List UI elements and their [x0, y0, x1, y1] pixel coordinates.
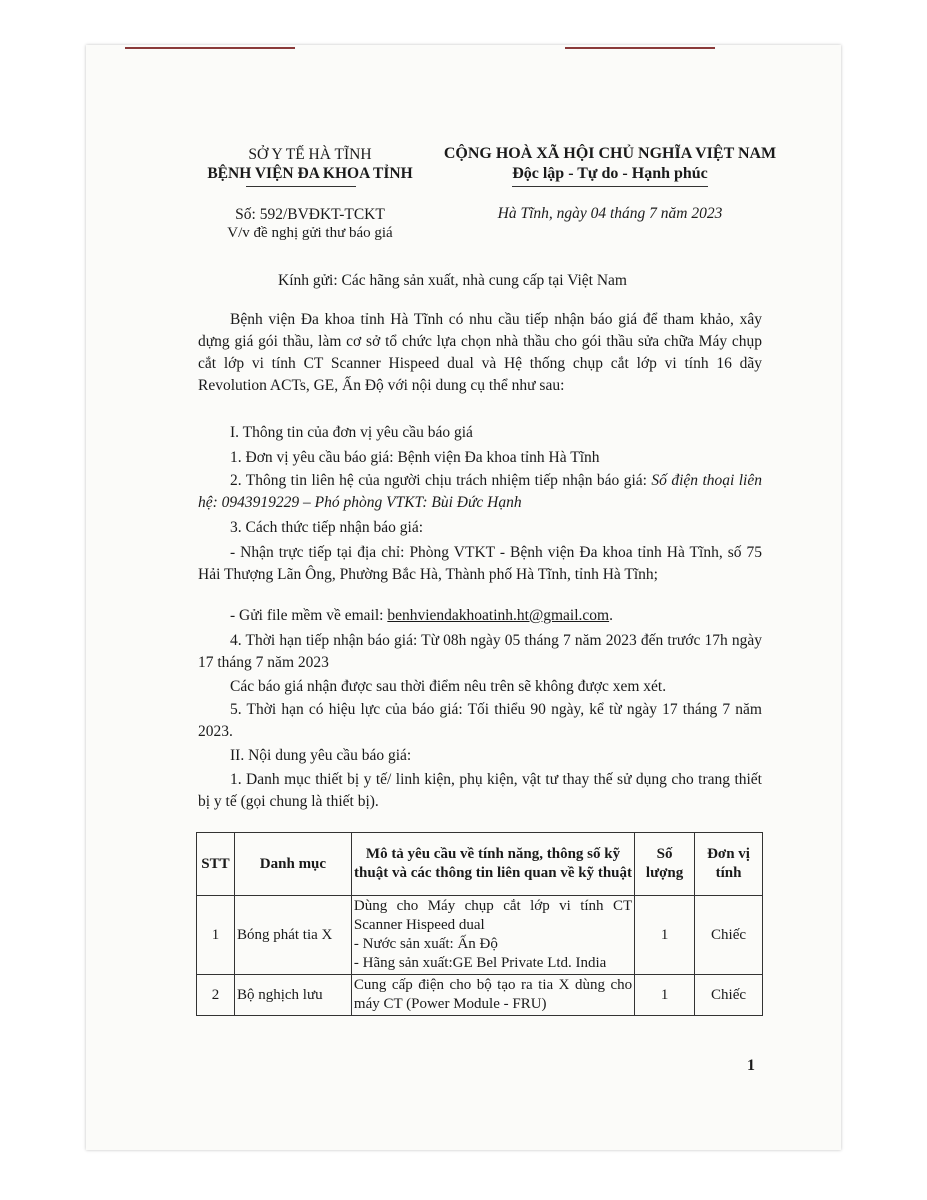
page-number: 1: [747, 1057, 755, 1074]
item-2-contact: Số điện thoại liên hệ: 0943919229 – Phó phòng VTKT: Bùi Đức Hạnh: [198, 472, 762, 511]
item-3-address: - Nhận trực tiếp tại địa chỉ: Phòng VTKT - Bệnh viện Đa khoa tỉnh Hà Tĩnh, số 75 Hải Thượng Lãn Ông, Phường Bắc Hà, Thành phố Hà Tĩnh, tỉnh Hà Tĩnh;: [198, 544, 762, 583]
document-number: Số: 592/BVĐKT-TCKT: [235, 206, 385, 223]
row-desc-usage: Dùng cho Máy chụp cắt lớp vi tính CT Scanner Hispeed dual: [353, 898, 633, 933]
item-3: 3. Cách thức tiếp nhận báo giá:: [230, 519, 424, 536]
header-name: Danh mục: [234, 833, 351, 896]
org-parent: SỞ Y TẾ HÀ TĨNH: [248, 146, 372, 163]
row-desc: Cung cấp điện cho bộ tạo ra tia X dùng cho máy CT (Power Module - FRU): [351, 975, 634, 1016]
recipient: Kính gửi: Các hãng sản xuất, nhà cung cấp tại Việt Nam: [278, 272, 627, 289]
top-border-right: [565, 47, 715, 49]
row-desc-manufacturer: - Hãng sản xuất:GE Bel Private Ltd. India: [353, 955, 607, 971]
row-desc-origin: - Nước sản xuất: Ấn Độ: [353, 936, 498, 952]
section-2-heading: II. Nội dung yêu cầu báo giá:: [230, 747, 412, 764]
item-2: [198, 470, 762, 514]
row-qty: 1: [635, 975, 695, 1016]
row-unit: Chiếc: [695, 896, 763, 975]
item-4: 4. Thời hạn tiếp nhận báo giá: Từ 08h ngày 05 tháng 7 năm 2023 đến trước 17h ngày 17 tháng 7 năm 2023: [198, 632, 762, 671]
motto-underline: [512, 186, 708, 187]
top-border-left: [125, 47, 295, 49]
table-header-row: [197, 833, 763, 896]
email-period: .: [609, 607, 613, 624]
intro-paragraph: Bệnh viện Đa khoa tỉnh Hà Tĩnh có nhu cầu tiếp nhận báo giá để tham khảo, xây dựng giá gói thầu, làm cơ sở tổ chức lựa chọn nhà thầu cho gói thầu sửa chữa Máy chụp cắt lớp vi tính CT Scanner Hispeed dual và Hệ thống chụp cắt lớp vi tính 16 dãy Revolution ACTs, GE, Ấn Độ với nội dung cụ thể như sau:: [198, 311, 762, 394]
national-motto: Độc lập - Tự do - Hạnh phúc: [512, 165, 708, 182]
document-subject: V/v đề nghị gửi thư báo giá: [227, 225, 393, 241]
item-5: 5. Thời hạn có hiệu lực của báo giá: Tối thiểu 90 ngày, kể từ ngày 17 tháng 7 năm 2023.: [198, 701, 762, 740]
item-3-email-line: [230, 605, 613, 627]
header-qty: Số lượng: [635, 833, 695, 896]
row-name: Bộ nghịch lưu: [234, 975, 351, 1016]
section-1-heading: I. Thông tin của đơn vị yêu cầu báo giá: [230, 424, 473, 441]
header-unit: Đơn vị tính: [695, 833, 763, 896]
item-2-label: 2. Thông tin liên hệ của người chịu trách nhiệm tiếp nhận báo giá:: [230, 472, 652, 489]
national-title: CỘNG HOÀ XÃ HỘI CHỦ NGHĨA VIỆT NAM: [443, 145, 777, 162]
equipment-table: [196, 832, 763, 1016]
item-4-note: Các báo giá nhận được sau thời điểm nêu trên sẽ không được xem xét.: [230, 678, 667, 695]
table-row: [197, 975, 763, 1016]
org-name: BỆNH VIỆN ĐA KHOA TỈNH: [207, 165, 413, 182]
org-underline: [246, 186, 356, 187]
item-1: 1. Đơn vị yêu cầu báo giá: Bệnh viện Đa khoa tỉnh Hà Tĩnh: [230, 449, 600, 466]
row-qty: 1: [635, 896, 695, 975]
email-label: - Gửi file mềm về email:: [230, 607, 388, 624]
row-unit: Chiếc: [695, 975, 763, 1016]
email-link[interactable]: benhviendakhoatinh.ht@gmail.com: [387, 607, 610, 624]
row-stt: 1: [197, 896, 235, 975]
table-row: [197, 896, 763, 975]
row-name: Bóng phát tia X: [234, 896, 351, 975]
header-stt: STT: [197, 833, 235, 896]
document-date: Hà Tĩnh, ngày 04 tháng 7 năm 2023: [497, 205, 723, 222]
section-2-item-1: 1. Danh mục thiết bị y tế/ linh kiện, phụ kiện, vật tư thay thế sử dụng cho trang thiết bị y tế (gọi chung là thiết bị).: [198, 771, 762, 810]
header-desc: Mô tả yêu cầu về tính năng, thông số kỹ thuật và các thông tin liên quan về kỹ thuật: [351, 833, 634, 896]
row-desc: [351, 896, 634, 975]
row-stt: 2: [197, 975, 235, 1016]
